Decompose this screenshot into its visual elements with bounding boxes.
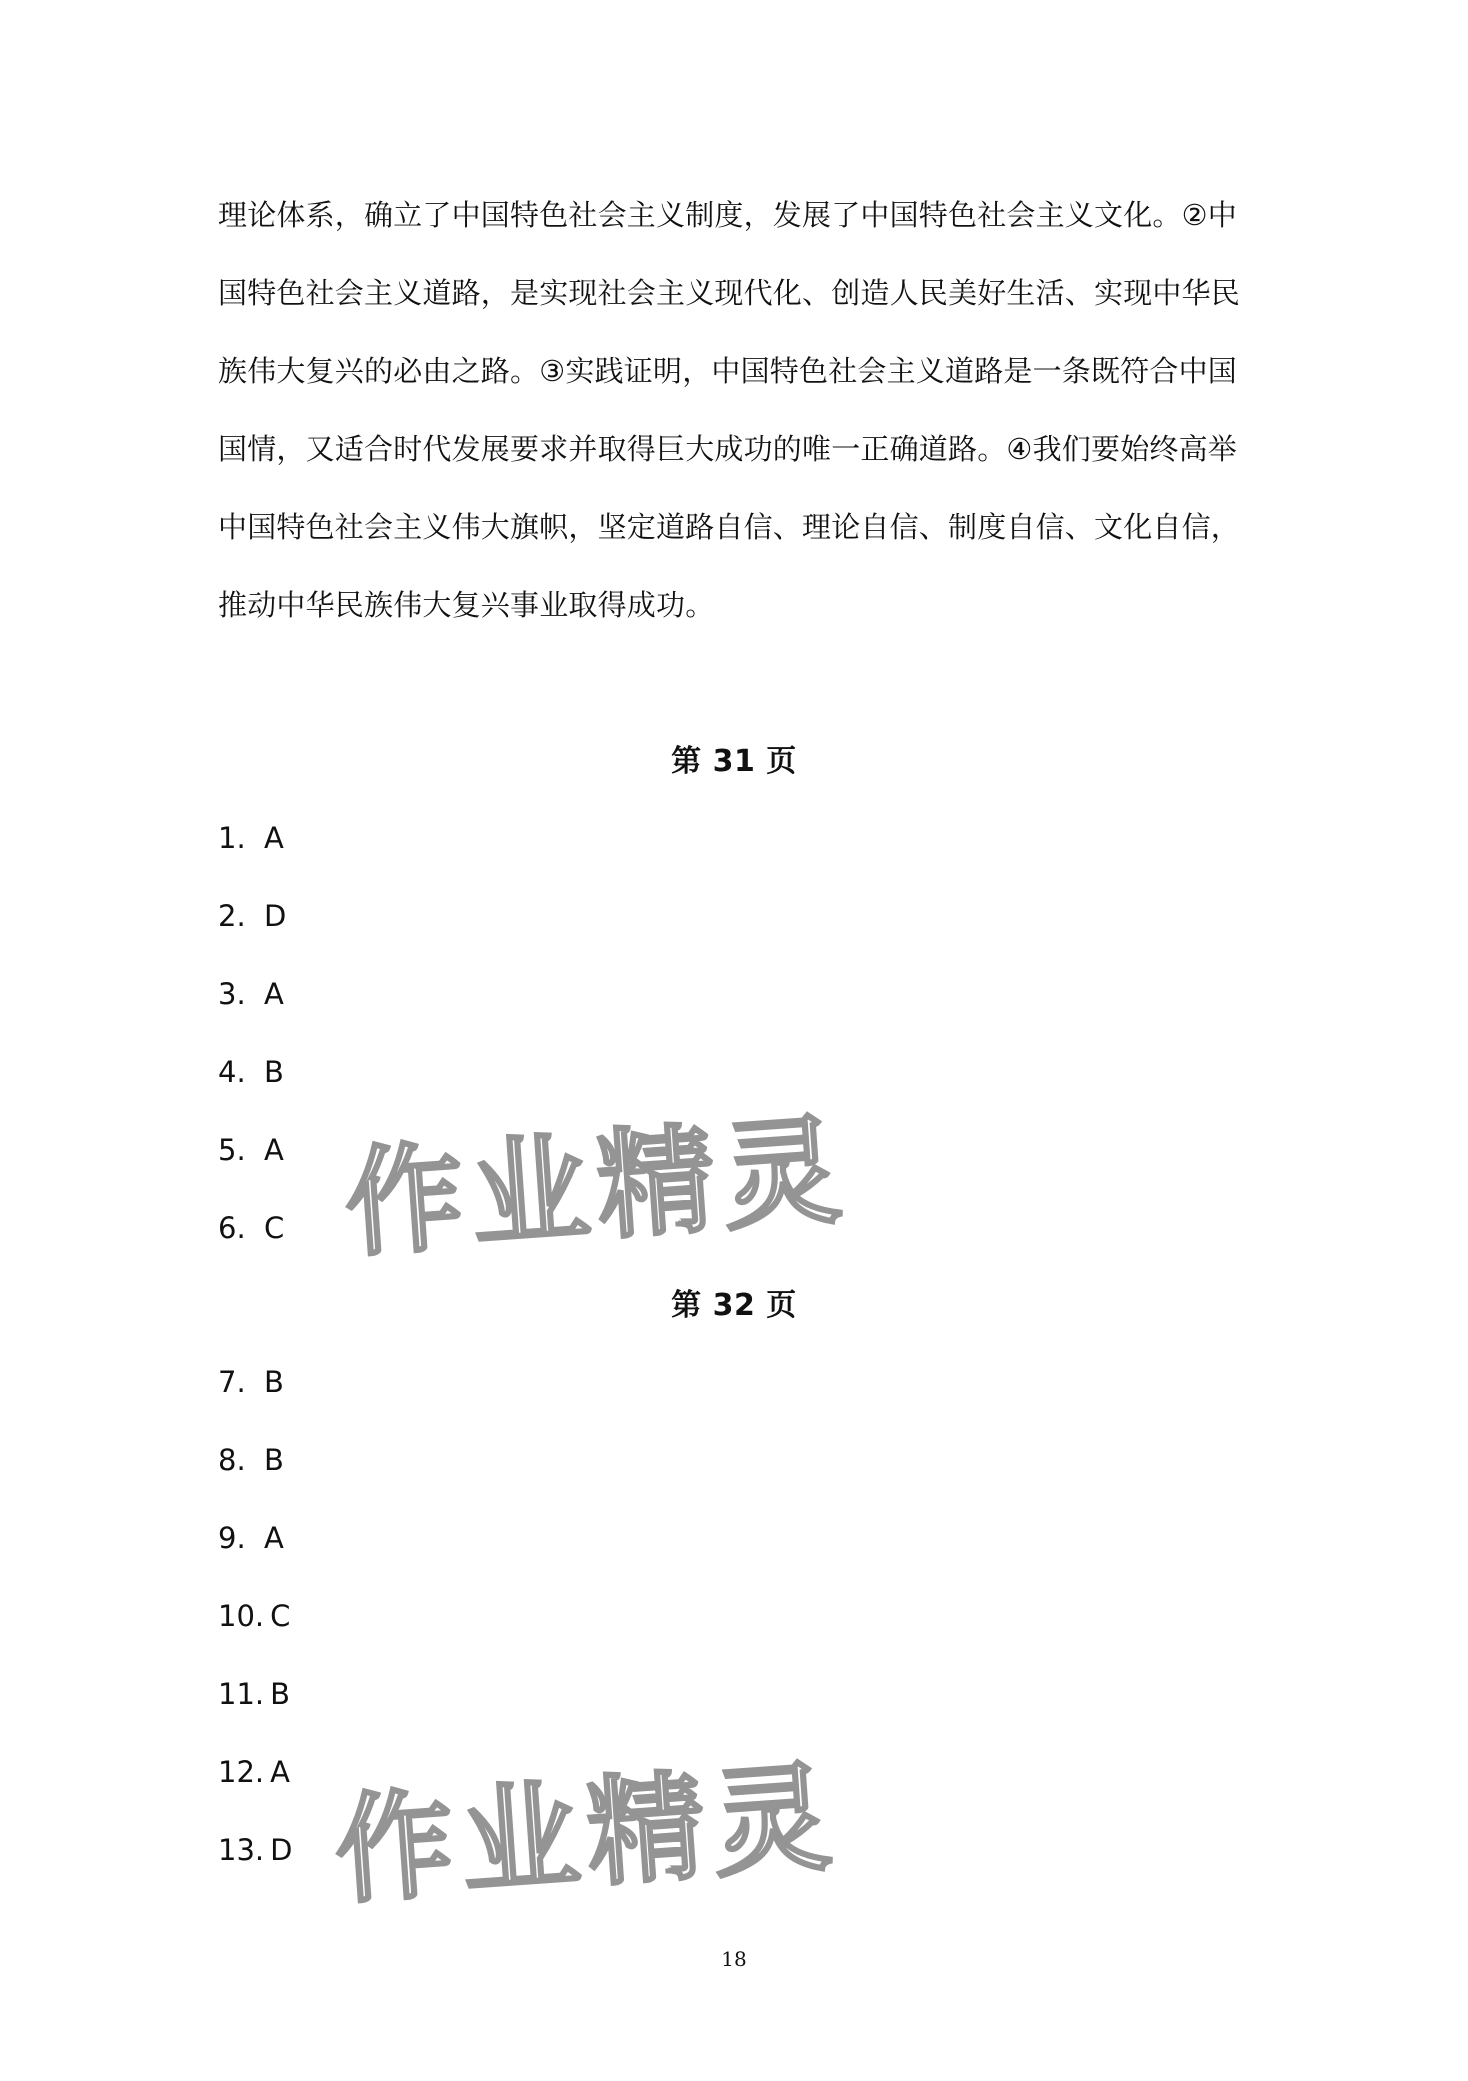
paragraph-line: 中国特色社会主义伟大旗帜，坚定道路自信、理论自信、制度自信、文化自信， xyxy=(218,510,1241,544)
intro-paragraph xyxy=(218,190,1258,658)
answer-value: A xyxy=(270,1755,290,1789)
answer-value: B xyxy=(264,1365,284,1399)
answer-number: 9. xyxy=(218,1521,246,1555)
answer-number: 10. xyxy=(218,1599,265,1633)
answer-item xyxy=(218,896,286,974)
answer-number: 3. xyxy=(218,977,246,1011)
answer-item xyxy=(218,1596,292,1674)
answer-number: 8. xyxy=(218,1443,246,1477)
section-title-page-31: 第 31 页 xyxy=(671,744,797,779)
answer-number: 13. xyxy=(218,1833,265,1867)
answer-number: 7. xyxy=(218,1365,246,1399)
answer-value: B xyxy=(264,1443,284,1477)
answer-value: D xyxy=(270,1833,293,1867)
answer-number: 6. xyxy=(218,1211,246,1245)
answer-list-page-32 xyxy=(218,1362,292,1908)
answer-value: B xyxy=(270,1677,291,1711)
answer-item xyxy=(218,1752,292,1830)
paragraph-line: 推动中华民族伟大复兴事业取得成功。 xyxy=(218,588,715,622)
page-number: 18 xyxy=(721,1947,747,1971)
answer-value: B xyxy=(264,1055,284,1089)
answer-value: A xyxy=(264,977,284,1011)
answer-item xyxy=(218,1130,286,1208)
answer-item xyxy=(218,1208,286,1286)
answer-value: A xyxy=(264,1521,284,1555)
answer-number: 12. xyxy=(218,1755,265,1789)
watermark: 作业精灵 xyxy=(330,1747,844,1921)
answer-item xyxy=(218,1830,292,1908)
answer-number: 2. xyxy=(218,899,246,933)
answer-item xyxy=(218,1674,292,1752)
answer-number: 5. xyxy=(218,1133,246,1167)
answer-item xyxy=(218,1440,292,1518)
answer-item xyxy=(218,818,286,896)
answer-number: 4. xyxy=(218,1055,246,1089)
answer-value: A xyxy=(264,1133,284,1167)
answer-value: D xyxy=(264,899,287,933)
paragraph-line: 国情，又适合时代发展要求并取得巨大成功的唯一正确道路。④我们要始终高举 xyxy=(218,432,1237,466)
answer-value: A xyxy=(264,821,284,855)
answer-value: C xyxy=(264,1211,285,1245)
answer-number: 11. xyxy=(218,1677,265,1711)
answer-item xyxy=(218,1518,292,1596)
section-title-page-32: 第 32 页 xyxy=(671,1288,797,1323)
paragraph-line: 国特色社会主义道路，是实现社会主义现代化、创造人民美好生活、实现中华民 xyxy=(218,276,1241,310)
answer-item xyxy=(218,1052,286,1130)
paragraph-line: 理论体系，确立了中国特色社会主义制度，发展了中国特色社会主义文化。②中 xyxy=(218,198,1237,232)
paragraph-line: 族伟大复兴的必由之路。③实践证明，中国特色社会主义道路是一条既符合中国 xyxy=(218,354,1237,388)
answer-item xyxy=(218,974,286,1052)
watermark: 作业精灵 xyxy=(340,1100,854,1274)
answer-item xyxy=(218,1362,292,1440)
answer-list-page-31 xyxy=(218,818,286,1286)
answer-value: C xyxy=(270,1599,291,1633)
answer-number: 1. xyxy=(218,821,246,855)
